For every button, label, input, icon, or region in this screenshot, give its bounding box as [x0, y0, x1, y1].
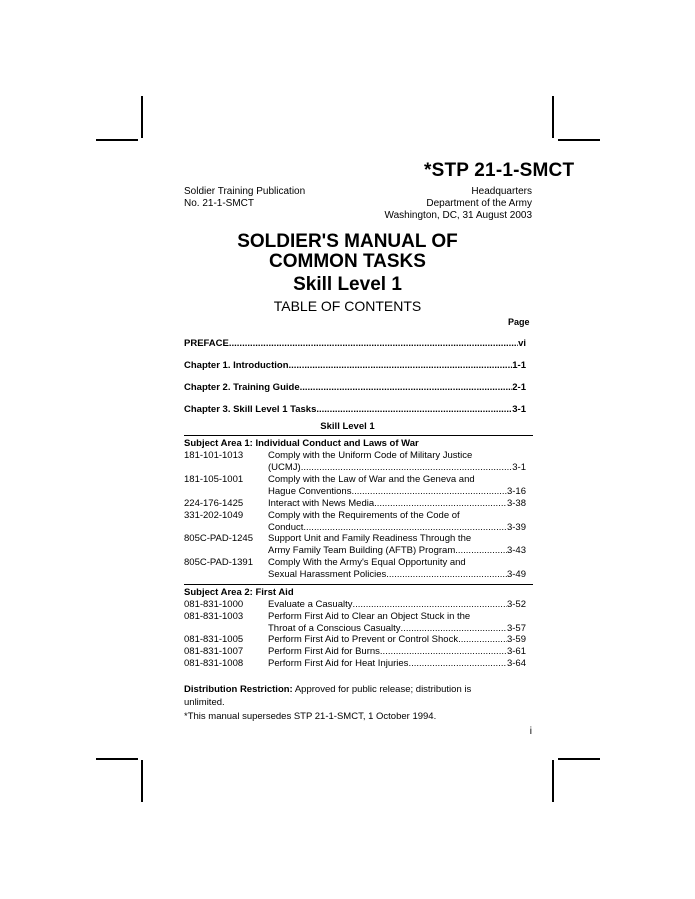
toc-entry-preface[interactable] — [184, 338, 526, 349]
task-title-cont: Hague Conventions — [268, 485, 352, 497]
task-number: 081-831-1003 — [184, 611, 244, 622]
task-title: Comply with the Uniform Code of Military Justice — [268, 450, 473, 461]
task-title-cont: Conduct — [268, 521, 304, 533]
divider — [184, 584, 533, 585]
task-title: Interact with News Media — [268, 498, 375, 509]
task-number: 081-831-1000 — [184, 599, 244, 610]
task-title: Support Unit and Family Readiness Through the — [268, 533, 472, 544]
skill-level-heading: Skill Level 1 — [320, 421, 375, 432]
crop-mark — [141, 96, 143, 138]
task-title: Perform First Aid to Prevent or Control Shock — [268, 634, 459, 645]
task-page: 3-39 — [506, 521, 526, 533]
task-page: 3-61 — [506, 646, 526, 657]
toc-entry-chapter-1[interactable] — [184, 360, 526, 371]
page-column-label: Page — [508, 317, 530, 327]
task-number: 181-105-1001 — [184, 474, 244, 485]
task-page: 3-49 — [506, 568, 526, 580]
manual-title — [0, 232, 695, 272]
toc-entry-chapter-2[interactable] — [184, 382, 526, 393]
task-title: Evaluate a Casualty — [268, 599, 353, 610]
crop-mark — [141, 760, 143, 802]
task-page: 3-38 — [506, 498, 526, 509]
toc-label: Chapter 2. Training Guide — [184, 382, 300, 393]
toc-entry-chapter-3[interactable] — [184, 404, 526, 415]
task-title: Perform First Aid to Clear an Object Stuck in the — [268, 611, 471, 622]
title-line-1: SOLDIER'S MANUAL OF — [237, 231, 458, 252]
crop-mark — [552, 96, 554, 138]
task-title: Perform First Aid for Heat Injuries — [268, 658, 409, 669]
task-title: Comply With the Army's Equal Opportunity and — [268, 557, 466, 568]
task-page: 3-1 — [512, 461, 526, 473]
crop-mark — [558, 758, 600, 760]
crop-mark — [558, 139, 600, 141]
subject-area-1-title: Subject Area 1: Individual Conduct and Laws of War — [184, 438, 419, 449]
crop-mark — [96, 139, 138, 141]
headquarters: Headquarters — [471, 186, 532, 197]
task-page: 3-59 — [506, 634, 526, 645]
toc-page: 3-1 — [512, 404, 526, 415]
task-number: 224-176-1425 — [184, 498, 244, 509]
task-page: 3-57 — [506, 622, 526, 634]
task-title: Comply with the Requirements of the Code of — [268, 510, 460, 521]
department: Department of the Army — [426, 198, 532, 209]
task-title-cont: Army Family Team Building (AFTB) Program — [268, 544, 456, 556]
toc-label: PREFACE — [184, 338, 229, 349]
task-title-cont: Sexual Harassment Policies — [268, 568, 387, 580]
subject-area-2-title: Subject Area 2: First Aid — [184, 587, 294, 598]
task-number: 081-831-1008 — [184, 658, 244, 669]
toc-page: 2-1 — [512, 382, 526, 393]
publication-type: Soldier Training Publication — [184, 186, 306, 197]
task-number: 081-831-1005 — [184, 634, 244, 645]
supersedes-note: *This manual supersedes STP 21-1-SMCT, 1 October 1994. — [184, 711, 437, 722]
task-page: 3-52 — [506, 599, 526, 610]
task-title: Comply with the Law of War and the Geneva and — [268, 474, 475, 485]
toc-label: Chapter 1. Introduction — [184, 360, 289, 371]
task-page: 3-43 — [506, 544, 526, 556]
task-title-cont: (UCMJ) — [268, 461, 301, 473]
toc-page: vi — [518, 338, 526, 349]
task-page: 3-16 — [506, 485, 526, 497]
skill-level-title: Skill Level 1 — [293, 274, 402, 295]
toc-heading: TABLE OF CONTENTS — [273, 298, 422, 314]
publication-number: No. 21-1-SMCT — [184, 198, 255, 209]
distribution-restriction — [184, 684, 514, 709]
task-number: 805C-PAD-1245 — [184, 533, 254, 544]
toc-page: 1-1 — [512, 360, 526, 371]
toc-label: Chapter 3. Skill Level 1 Tasks — [184, 404, 317, 415]
task-number: 805C-PAD-1391 — [184, 557, 254, 568]
task-number: 331-202-1049 — [184, 510, 244, 521]
issue-date: Washington, DC, 31 August 2003 — [384, 210, 532, 221]
page-number: i — [529, 726, 532, 737]
divider — [184, 435, 533, 436]
task-number: 181-101-1013 — [184, 450, 244, 461]
title-line-2: COMMON TASKS — [269, 251, 426, 272]
crop-mark — [96, 758, 138, 760]
publication-code: *STP 21-1-SMCT — [424, 160, 575, 181]
publication-info — [184, 186, 305, 210]
distribution-text: Approved for public release; distribution is unlimited. — [184, 684, 472, 708]
issuing-office — [385, 186, 533, 222]
task-title-cont: Throat of a Conscious Casualty — [268, 622, 401, 634]
crop-mark — [552, 760, 554, 802]
distribution-label: Distribution Restriction: — [184, 684, 293, 695]
task-number: 081-831-1007 — [184, 646, 244, 657]
task-page: 3-64 — [506, 658, 526, 669]
task-title: Perform First Aid for Burns — [268, 646, 380, 657]
